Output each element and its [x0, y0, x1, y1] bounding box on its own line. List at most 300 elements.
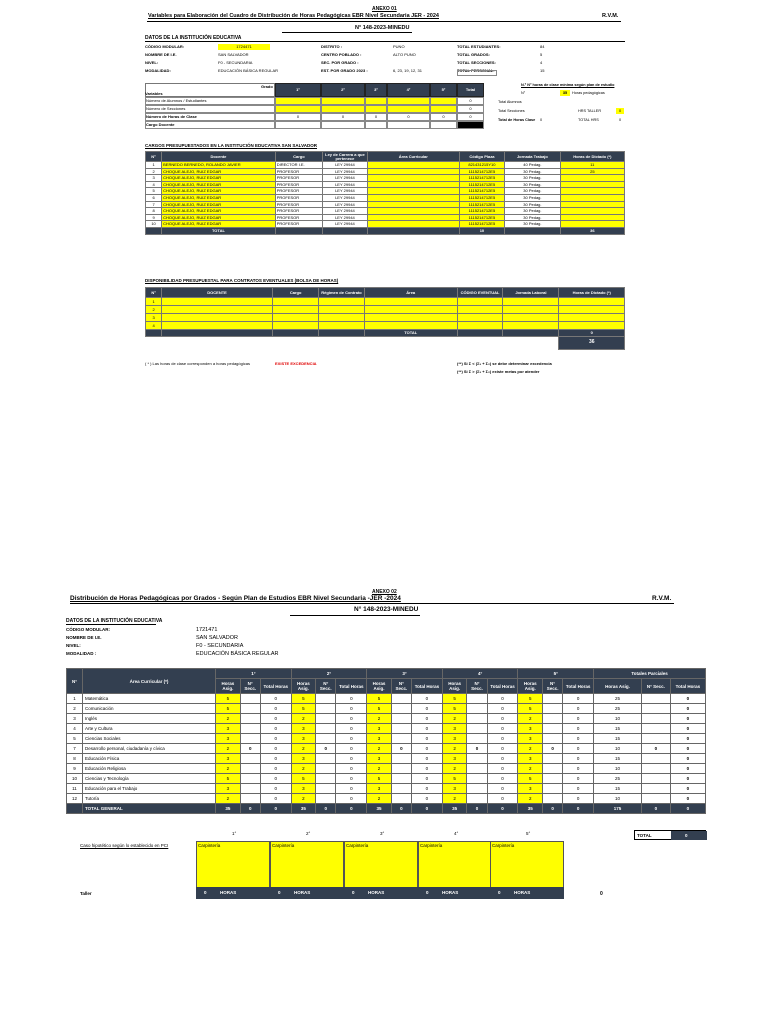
area-secc — [240, 784, 260, 794]
area-tp-secc — [641, 734, 670, 744]
areas-sub-header: Horas Asig. — [518, 679, 542, 694]
taller-hours-value: 0 — [426, 890, 429, 895]
cargo-row — [146, 194, 625, 201]
area-secc — [542, 734, 562, 744]
area-hours: 5 — [367, 694, 391, 704]
cargo-cell: LEY 29944 — [323, 194, 368, 201]
area-total: 0 — [260, 734, 291, 744]
cargo-cell: PROFESOR — [275, 221, 322, 228]
cargo-cell: 4 — [146, 181, 162, 188]
area-secc — [542, 784, 562, 794]
cargos-header: Jornada Trabajo — [505, 152, 561, 162]
area-row — [67, 724, 706, 734]
cargos-header: Código Plaza — [459, 152, 504, 162]
area-tp-total: 0 — [670, 764, 705, 774]
disp-cell — [364, 306, 457, 314]
variable-row-label: Número de Alumnos / Estudiantes — [145, 97, 275, 105]
taller-hours-value: 0 — [204, 890, 207, 895]
taller-hours-bar — [490, 887, 564, 899]
area-total: 0 — [412, 764, 443, 774]
cargos-total-cell: 10 — [459, 227, 504, 234]
area-total: 0 — [487, 784, 518, 794]
cargo-cell: BERNEDO BERNEDO, ROLANDO JAVIER — [162, 162, 276, 169]
cargo-cell: 30 Pedag. — [505, 221, 561, 228]
info-value: 6, 23, 19, 12, 31 — [393, 68, 422, 73]
area-hours: 2 — [216, 764, 240, 774]
disp-total-cell — [503, 330, 559, 337]
cargo-cell: 1115214712E5 — [459, 168, 504, 175]
areas-grade-header: 4° — [442, 669, 518, 679]
taller-grade-label: 2° — [306, 831, 311, 836]
area-total: 0 — [260, 704, 291, 714]
disp-row — [146, 322, 625, 330]
area-hours: 3 — [216, 784, 240, 794]
area-row — [67, 754, 706, 764]
area-secc — [240, 704, 260, 714]
info2-label: NIVEL: — [66, 643, 81, 648]
cargos-header: Cargo — [275, 152, 322, 162]
area-number: 9 — [67, 764, 83, 774]
anexo1-rvm: R.V.M. — [602, 13, 619, 19]
tg-total: 0 — [412, 804, 443, 814]
variable-cell — [321, 97, 365, 105]
cargo-cell: 7 — [146, 201, 162, 208]
area-hours: 3 — [442, 784, 466, 794]
cargo-cell — [367, 175, 459, 182]
area-name: Educación para el Trabajo — [82, 784, 215, 794]
taller-grade-label: 5° — [526, 831, 531, 836]
info-label: NOMBRE DE I.E. — [145, 52, 177, 57]
cargos-header: Área Curricular — [367, 152, 459, 162]
side-extra-value: 0 — [618, 118, 622, 122]
disp-grand-cell — [319, 336, 364, 349]
area-secc — [240, 694, 260, 704]
cargo-cell: DIRECTOR I.E. — [275, 162, 322, 169]
cargo-cell: 25 — [560, 168, 624, 175]
area-total: 0 — [563, 774, 594, 784]
area-total: 0 — [260, 794, 291, 804]
area-hours: 3 — [518, 784, 542, 794]
area-secc — [542, 704, 562, 714]
area-tp-hours: 25 — [594, 704, 642, 714]
area-secc — [542, 694, 562, 704]
area-total: 0 — [260, 724, 291, 734]
disp-cell — [457, 306, 502, 314]
cargo-cell: LEY 29944 — [323, 221, 368, 228]
area-tp-secc — [641, 704, 670, 714]
area-hours: 5 — [442, 704, 466, 714]
variable-cell — [387, 121, 430, 129]
totales-sub-header: Horas Asig. — [594, 679, 642, 694]
info-label: TOTAL SECCIONES: — [457, 60, 496, 65]
info-value: F0 - SECUNDARIA — [218, 60, 253, 65]
variable-cell — [275, 105, 321, 113]
anexo2-title-rule — [70, 603, 674, 604]
info-value: 84 — [540, 44, 545, 49]
area-total: 0 — [412, 724, 443, 734]
area-hours: 2 — [518, 764, 542, 774]
area-hours: 5 — [442, 694, 466, 704]
area-hours: 2 — [216, 714, 240, 724]
side-extra: Horas pedagógicas — [572, 91, 605, 95]
cargo-cell — [367, 162, 459, 169]
area-row — [67, 704, 706, 714]
cargo-cell: 30 Pedag. — [505, 194, 561, 201]
cargo-row — [146, 214, 625, 221]
variable-cell — [457, 121, 484, 129]
disp-header: DOCENTE — [162, 288, 272, 298]
area-tp-hours: 15 — [594, 784, 642, 794]
area-secc — [316, 694, 336, 704]
grade-header-4: 5° — [430, 83, 457, 97]
anexo2-datos-title: DATOS DE LA INSTITUCIÓN EDUCATIVA — [66, 618, 163, 624]
cargo-cell: LEY 29944 — [323, 201, 368, 208]
area-number: 3 — [67, 714, 83, 724]
area-total: 0 — [412, 714, 443, 724]
area-hours: 5 — [216, 704, 240, 714]
areas-header-n: N° — [67, 669, 83, 694]
variable-cell: 0 — [387, 113, 430, 121]
area-name: Educación Física — [82, 754, 215, 764]
area-name: Ciencias Sociales — [82, 734, 215, 744]
area-name: Educación Religiosa — [82, 764, 215, 774]
area-hours: 3 — [291, 784, 315, 794]
area-secc — [240, 754, 260, 764]
caso-label: Caso hipotético según lo establecido en PCI — [80, 843, 169, 848]
tg-hours: 35 — [367, 804, 391, 814]
grade-header-3: 4° — [387, 83, 430, 97]
area-hours: 2 — [442, 764, 466, 774]
area-secc — [542, 714, 562, 724]
area-total: 0 — [487, 764, 518, 774]
cargo-cell: 1115214712E5 — [459, 208, 504, 215]
area-total: 0 — [336, 734, 367, 744]
tg-total: 0 — [260, 804, 291, 814]
disp-cell — [559, 306, 625, 314]
disp-total-cell: 0 — [559, 330, 625, 337]
cargo-cell: PROFESOR — [275, 201, 322, 208]
area-secc — [542, 774, 562, 784]
variable-cell — [430, 105, 457, 113]
cargos-total-cell: 36 — [560, 227, 624, 234]
taller-total: 0 — [600, 891, 603, 897]
total-general-row — [67, 804, 706, 814]
area-name: Arte y Cultura — [82, 724, 215, 734]
tg-tp-secc: 0 — [641, 804, 670, 814]
cargo-cell — [560, 208, 624, 215]
disp-cell — [162, 298, 272, 306]
area-hours: 2 — [367, 714, 391, 724]
taller-hours-value: 0 — [352, 890, 355, 895]
totales-sub-header: Total Horas — [670, 679, 705, 694]
grade-header-1: 2° — [321, 83, 365, 97]
area-secc — [467, 784, 487, 794]
area-total: 0 — [563, 714, 594, 724]
cargo-cell: CHOQUE ALEJO, RUIZ EDGAR — [162, 221, 276, 228]
cargo-cell: LEY 29944 — [323, 208, 368, 215]
disp-header: N° — [146, 288, 162, 298]
area-hours: 5 — [216, 694, 240, 704]
areas-sub-header: Horas Asig. — [442, 679, 466, 694]
info-label: TOTAL PERSONAL: — [457, 68, 495, 73]
area-hours: 3 — [442, 754, 466, 764]
info2-value: EDUCACIÓN BÁSICA REGULAR — [196, 651, 279, 657]
disp-row — [146, 298, 625, 306]
area-secc — [391, 704, 411, 714]
taller-grade-label: 1° — [232, 831, 237, 836]
area-tp-secc — [641, 694, 670, 704]
area-total: 0 — [336, 784, 367, 794]
disp-total-cell — [272, 330, 319, 337]
area-number: 1 — [67, 694, 83, 704]
area-secc — [467, 764, 487, 774]
variable-row-label: Número de Secciones — [145, 105, 275, 113]
area-tp-secc: 0 — [641, 744, 670, 754]
info2-label: NOMBRE DE I.E. — [66, 635, 102, 640]
area-tp-total: 0 — [670, 714, 705, 724]
variables-corner — [145, 83, 275, 97]
area-hours: 2 — [442, 744, 466, 754]
variable-cell — [275, 121, 321, 129]
area-secc — [391, 694, 411, 704]
disp-cell: 1 — [146, 298, 162, 306]
info-label: CENTRO POBLADO : — [321, 52, 362, 57]
tg-secc: 0 — [467, 804, 487, 814]
area-hours: 5 — [291, 704, 315, 714]
disp-cell — [364, 322, 457, 330]
area-tp-secc — [641, 774, 670, 784]
cargo-cell: 6 — [146, 194, 162, 201]
area-total: 0 — [336, 774, 367, 784]
area-number: 5 — [67, 734, 83, 744]
area-secc — [316, 754, 336, 764]
area-secc — [391, 724, 411, 734]
area-total: 0 — [260, 744, 291, 754]
anexo1-rvm-number: N° 148-2023-MINEDU — [355, 25, 410, 31]
area-total: 0 — [260, 754, 291, 764]
areas-sub-header: Total Horas — [260, 679, 291, 694]
area-total: 0 — [487, 774, 518, 784]
areas-sub-header: N° Secc. — [542, 679, 562, 694]
area-tp-total: 0 — [670, 774, 705, 784]
cargo-cell — [367, 181, 459, 188]
area-number: 7 — [67, 744, 83, 754]
cargos-header: N° — [146, 152, 162, 162]
area-hours: 2 — [216, 794, 240, 804]
carpinteria-label: Carpintería — [346, 843, 369, 848]
cargo-cell: 5 — [146, 188, 162, 195]
areas-header-area: Área Curricular (*) — [82, 669, 215, 694]
cargos-total-cell — [275, 227, 322, 234]
area-total: 0 — [487, 744, 518, 754]
area-number: 4 — [67, 724, 83, 734]
info2-value: SAN SALVADOR — [196, 635, 238, 641]
area-secc — [391, 784, 411, 794]
side-label: Total de Horas Clase — [498, 118, 536, 122]
side-note: N.º N° horas de clase mínima según plan de estudio — [521, 83, 615, 87]
area-secc — [240, 724, 260, 734]
tg-total: 0 — [563, 804, 594, 814]
area-total: 0 — [563, 734, 594, 744]
variables-label: Variables — [145, 91, 163, 96]
area-hours: 5 — [518, 694, 542, 704]
area-hours: 5 — [442, 774, 466, 784]
cargo-cell: 2 — [146, 168, 162, 175]
info-label: EST. POR GRADO 2023 : — [321, 68, 368, 73]
total-box — [634, 830, 706, 840]
area-row — [67, 774, 706, 784]
area-secc — [391, 734, 411, 744]
area-name: Tutoría — [82, 794, 215, 804]
tg-hours: 35 — [518, 804, 542, 814]
taller-hours-label: HORAS — [220, 890, 237, 895]
areas-sub-header: N° Secc. — [316, 679, 336, 694]
area-hours: 3 — [367, 754, 391, 764]
cargo-cell: 1115214712E5 — [459, 175, 504, 182]
disp-header: Cargo — [272, 288, 319, 298]
cargo-cell — [367, 188, 459, 195]
area-secc — [467, 724, 487, 734]
taller-hours-value: 0 — [498, 890, 501, 895]
area-secc — [316, 724, 336, 734]
disp-grand-cell — [364, 336, 457, 349]
area-hours: 2 — [518, 794, 542, 804]
area-secc — [240, 764, 260, 774]
disp-header: Horas de Dictado (*) — [559, 288, 625, 298]
tg-hours: 35 — [216, 804, 240, 814]
area-total: 0 — [563, 784, 594, 794]
area-tp-secc — [641, 724, 670, 734]
anexo1-rvm-rule — [282, 32, 412, 33]
area-secc — [391, 774, 411, 784]
variable-cell — [365, 97, 387, 105]
disp-grand-row — [146, 336, 625, 349]
area-total: 0 — [412, 794, 443, 804]
totales-parciales-header: Totales Parciales — [594, 669, 706, 679]
area-tp-secc — [641, 754, 670, 764]
disp-header: Jornada Laboral — [503, 288, 559, 298]
cargo-cell: 9 — [146, 214, 162, 221]
carpinteria-label: Carpintería — [198, 843, 221, 848]
disp-cell: 4 — [146, 322, 162, 330]
tg-secc: 0 — [542, 804, 562, 814]
anexo2-datos-rule — [66, 624, 156, 625]
area-hours: 3 — [291, 734, 315, 744]
side-label: N° — [521, 91, 526, 95]
anexo1-datos-rule — [145, 41, 625, 42]
area-hours: 2 — [442, 714, 466, 724]
area-tp-total: 0 — [670, 724, 705, 734]
area-row — [67, 694, 706, 704]
area-hours: 2 — [518, 714, 542, 724]
cargo-cell — [560, 175, 624, 182]
variable-cell — [365, 121, 387, 129]
area-secc — [542, 764, 562, 774]
taller-hours-label: HORAS — [368, 890, 385, 895]
area-secc — [467, 774, 487, 784]
area-tp-secc — [641, 714, 670, 724]
tg-secc: 0 — [391, 804, 411, 814]
tg-total: 0 — [336, 804, 367, 814]
total-box-label: TOTAL — [637, 833, 652, 838]
area-secc — [316, 794, 336, 804]
area-row — [67, 794, 706, 804]
cargos-total-row — [146, 227, 625, 234]
disp-grand-cell — [457, 336, 502, 349]
cargo-cell — [367, 221, 459, 228]
cargo-row — [146, 201, 625, 208]
cargo-cell — [560, 188, 624, 195]
area-total: 0 — [563, 704, 594, 714]
area-tp-total: 0 — [670, 784, 705, 794]
anexo1-title: Variables para Elaboración del Cuadro de Distribución de Horas Pedagógicas EBR Nivel Secundaria JER - 2024 — [148, 13, 439, 19]
areas-grade-header: 3° — [367, 669, 443, 679]
disp-grand-cell — [162, 336, 272, 349]
cargos-total-cell — [323, 227, 368, 234]
variable-cell: 0 — [457, 113, 484, 121]
taller-grade-label: 3° — [380, 831, 385, 836]
info-value: 5 — [540, 52, 543, 57]
taller-grade-label: 4° — [454, 831, 459, 836]
cargo-cell: 1115214712E5 — [459, 181, 504, 188]
area-total: 0 — [487, 794, 518, 804]
variable-cell: 0 — [275, 113, 321, 121]
note-excedencia-rule: (**) Si Σ < (Σ₁ + Σ₂) se debe determinar excedencia — [457, 361, 552, 366]
disp-cell — [364, 314, 457, 322]
area-tp-secc — [641, 784, 670, 794]
disp-row — [146, 306, 625, 314]
area-total: 0 — [336, 764, 367, 774]
disp-cell: 2 — [146, 306, 162, 314]
cargo-cell — [367, 201, 459, 208]
cargo-cell: LEY 29944 — [323, 181, 368, 188]
cargo-cell: LEY 29944 — [323, 162, 368, 169]
disp-cell — [162, 322, 272, 330]
info-value: EDUCACIÓN BÁSICA REGULAR — [218, 68, 279, 73]
area-secc — [542, 754, 562, 764]
cargo-cell: 1115214712E5 — [459, 221, 504, 228]
cargo-cell: 1115214712E5 — [459, 188, 504, 195]
area-hours: 5 — [518, 774, 542, 784]
disp-header: CÓDIGO EVENTUAL — [457, 288, 502, 298]
area-total: 0 — [260, 774, 291, 784]
variable-cell — [365, 105, 387, 113]
info-label: NIVEL: — [145, 60, 159, 65]
variable-cell — [387, 105, 430, 113]
grado-label: Grado — [261, 84, 273, 89]
area-secc — [240, 774, 260, 784]
taller-hours-bar — [344, 887, 418, 899]
areas-sub-header: N° Secc. — [391, 679, 411, 694]
cargos-header: Horas de Dictado (*) — [560, 152, 624, 162]
variable-cell — [321, 121, 365, 129]
cargo-cell: CHOQUE ALEJO, RUIZ EDGAR — [162, 181, 276, 188]
cargo-row — [146, 168, 625, 175]
area-hours: 3 — [367, 734, 391, 744]
taller-hours-label: HORAS — [294, 890, 311, 895]
cargo-cell: 30 Pedag. — [505, 181, 561, 188]
cargo-row — [146, 181, 625, 188]
info-value: SAN SALVADOR — [218, 52, 249, 57]
tg-hours: 35 — [291, 804, 315, 814]
area-secc — [542, 794, 562, 804]
cargo-cell: 10 — [146, 221, 162, 228]
cargo-cell: CHOQUE ALEJO, RUIZ EDGAR — [162, 175, 276, 182]
cargos-header: Docente — [162, 152, 276, 162]
area-name: Matemática — [82, 694, 215, 704]
area-total: 0 — [563, 744, 594, 754]
tg-tp-hours: 175 — [594, 804, 642, 814]
